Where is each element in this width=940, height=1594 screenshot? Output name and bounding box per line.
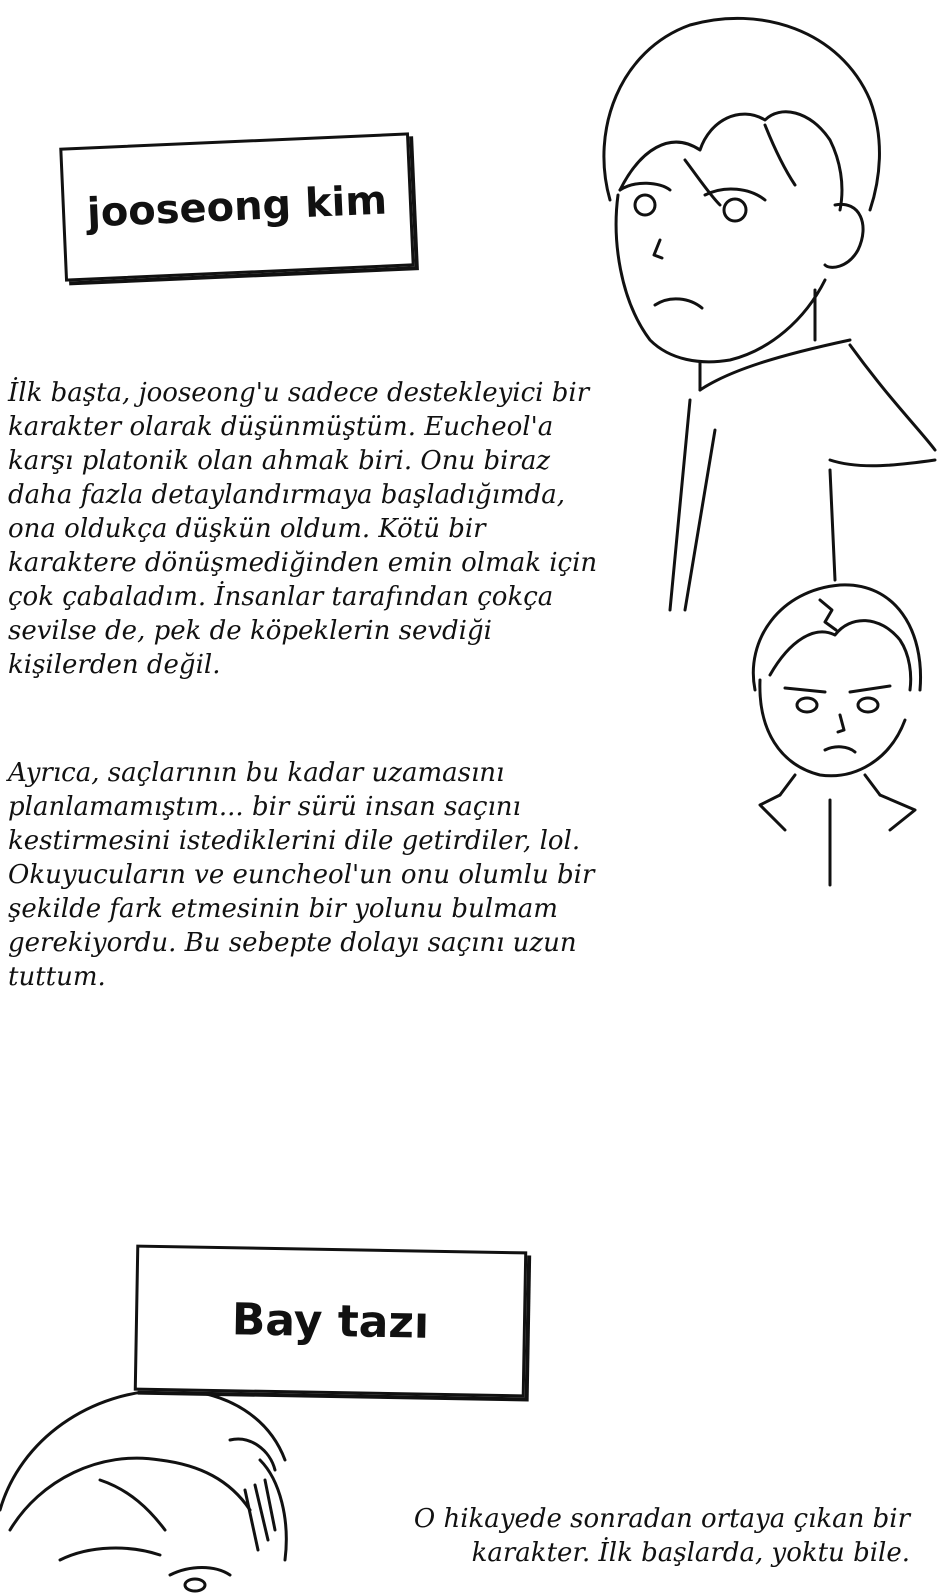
text-line: şekilde fark etmesinin bir yolunu bulmam — [8, 894, 558, 924]
text-line: karakter olarak düşünmüştüm. Eucheol'a — [8, 412, 554, 442]
text-line: kestirmesini istediklerini dile getirdiler, lol. — [8, 826, 581, 856]
text-line: ona oldukça düşkün oldum. Kötü bir — [8, 514, 486, 544]
character-illustration-small — [740, 580, 940, 890]
text-line: sevilse de, pek de köpeklerin sevdiği — [8, 616, 492, 646]
text-line: karakter. İlk başlarda, yoktu bile. — [471, 1538, 910, 1568]
character-description-paragraph — [8, 376, 668, 682]
text-line: İlk başta, jooseong'u sadece destekleyici bir — [8, 378, 590, 408]
text-line: Ayrıca, saçlarının bu kadar uzamasını — [8, 758, 505, 788]
character-title-box — [59, 132, 415, 281]
text-line: daha fazla detaylandırmaya başladığımda, — [8, 480, 566, 510]
character-description-paragraph — [340, 1502, 910, 1570]
character-title-box — [134, 1245, 527, 1398]
character-name-title: jooseong kim — [86, 177, 388, 237]
character-illustration-bottom — [0, 1380, 300, 1594]
text-line: karşı platonik olan ahmak biri. Onu biraz — [8, 446, 551, 476]
text-line: çok çabaladım. İnsanlar tarafından çokça — [8, 582, 554, 612]
text-line: O hikayede sonradan ortaya çıkan bir — [413, 1504, 910, 1534]
text-line: kişilerden değil. — [8, 650, 221, 680]
text-line: tuttum. — [8, 962, 106, 992]
text-line: karaktere dönüşmediğinden emin olmak için — [8, 548, 598, 578]
text-line: gerekiyordu. Bu sebepte dolayı saçını uzun — [8, 928, 577, 958]
hair-note-paragraph — [8, 756, 668, 994]
text-line: Okuyucuların ve euncheol'un onu olumlu bir — [8, 860, 595, 890]
text-line: planlamamıştım... bir sürü insan saçını — [8, 792, 521, 822]
character-name-title: Bay tazı — [231, 1293, 430, 1349]
